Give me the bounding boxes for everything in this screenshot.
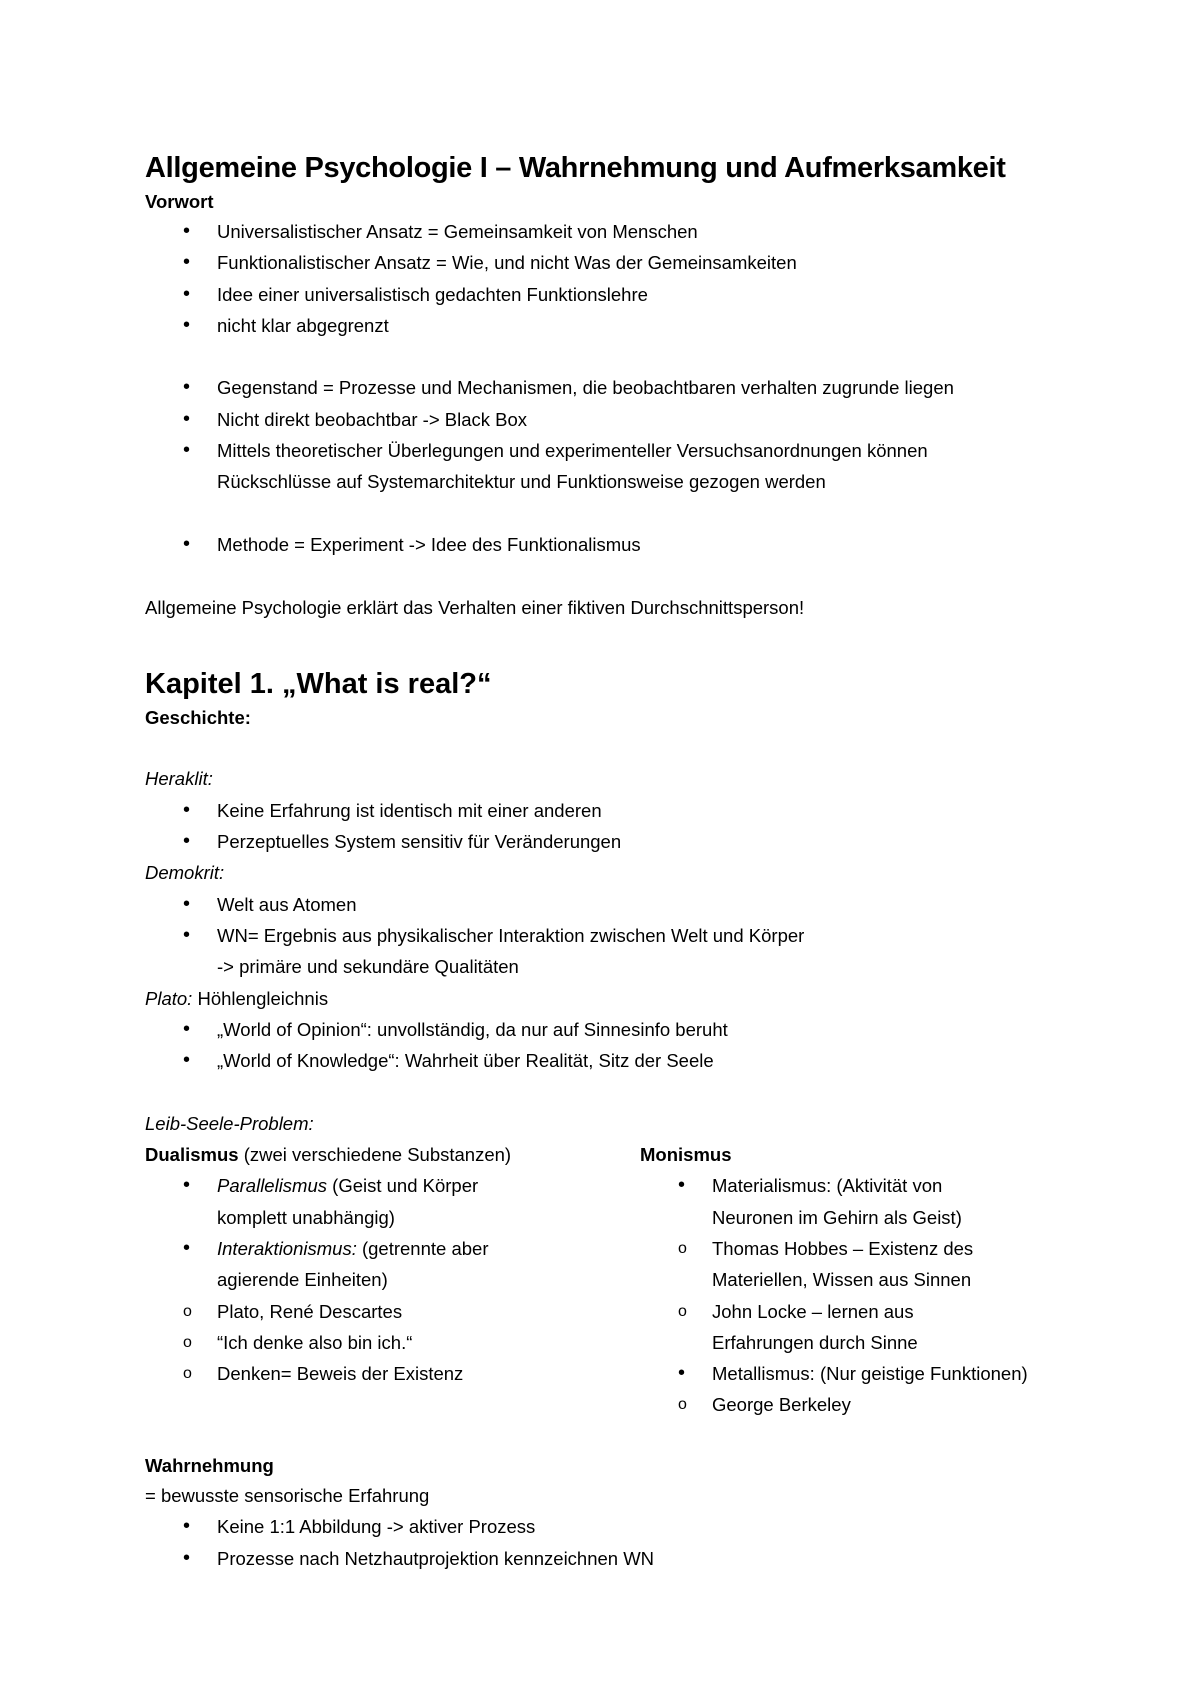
parallelismus-term: Parallelismus <box>217 1175 328 1197</box>
monismus-column <box>640 1139 1085 1421</box>
list-item <box>145 1233 517 1296</box>
list-item <box>145 1170 517 1233</box>
dualismus-term: Dualismus <box>145 1144 239 1166</box>
list-item <box>145 920 1085 983</box>
plato-rest: Höhlengleichnis <box>192 987 329 1009</box>
two-column-section <box>145 1139 1085 1421</box>
list-item: • Universalistischer Ansatz = Gemeinsamkeit von Menschen <box>145 216 1085 247</box>
interaktionismus-desc: (getrennte aber agierende Einheiten) <box>217 1237 489 1291</box>
list-item-continuation: -> primäre und sekundäre Qualitäten <box>217 956 519 978</box>
list-item: • „World of Opinion“: unvollständig, da nur auf Sinnesinfo beruht <box>145 1014 1085 1045</box>
leib-seele-heading: Leib-Seele-Problem: <box>145 1112 314 1134</box>
monismus-list <box>640 1170 1085 1420</box>
list-item: o John Locke – lernen aus Erfahrungen durch Sinne <box>640 1296 1002 1359</box>
spacer <box>145 623 1085 654</box>
dualismus-list <box>145 1170 640 1389</box>
vorwort-heading: Vorwort <box>145 191 214 212</box>
list-item: • nicht klar abgegrenzt <box>145 310 1085 341</box>
parallelismus-desc: (Geist und Körper komplett unabhängig) <box>217 1175 479 1228</box>
heraklit-heading: Heraklit: <box>145 768 213 790</box>
list-item-text: WN= Ergebnis aus physikalischer Interaktion zwischen Welt und Körper <box>217 924 805 946</box>
spacer <box>145 732 1085 763</box>
vorwort-list-1 <box>145 216 1085 341</box>
plato-name: Plato: <box>145 987 193 1009</box>
chapter-1-title: Kapitel 1. „What is real?“ <box>145 668 492 701</box>
list-item: • Methode = Experiment -> Idee des Funktionalismus <box>145 529 1085 560</box>
vorwort-list-2 <box>145 372 1085 497</box>
spacer <box>145 1421 1085 1452</box>
list-item: o Denken= Beweis der Existenz <box>145 1358 640 1389</box>
dualismus-desc: (zwei verschiedene Substanzen) <box>238 1144 512 1166</box>
list-item: o Thomas Hobbes – Existenz des Materiellen, Wissen aus Sinnen <box>640 1233 1002 1296</box>
list-item: • Funktionalistischer Ansatz = Wie, und nicht Was der Gemeinsamkeiten <box>145 247 1085 278</box>
document-page <box>145 148 1085 1574</box>
dualismus-column <box>145 1139 640 1421</box>
vorwort-list-3 <box>145 529 1085 560</box>
spacer <box>145 560 1085 591</box>
plato-list <box>145 1014 1085 1077</box>
list-item: o “Ich denke also bin ich.“ <box>145 1327 640 1358</box>
list-item: • Mittels theoretischer Überlegungen und experimenteller Versuchsanordnungen können Rückschlüsse auf Systemarchitektur und Funktionsweise gezogen werden <box>145 435 997 498</box>
list-item: o Plato, René Descartes <box>145 1296 640 1327</box>
list-item: • Gegenstand = Prozesse und Mechanismen, die beobachtbaren verhalten zugrunde liegen <box>145 372 1085 403</box>
interaktionismus-term: Interaktionismus: <box>217 1237 357 1259</box>
spacer <box>145 1076 1085 1107</box>
list-item: • Welt aus Atomen <box>145 889 1085 920</box>
list-item: • Materialismus: (Aktivität von Neuronen im Gehirn als Geist) <box>640 1170 982 1233</box>
demokrit-heading: Demokrit: <box>145 862 225 884</box>
monismus-heading: Monismus <box>640 1144 732 1166</box>
list-item: • Nicht direkt beobachtbar -> Black Box <box>145 404 1085 435</box>
list-item: • Prozesse nach Netzhautprojektion kennzeichnen WN <box>145 1543 1085 1574</box>
wahrnehmung-list <box>145 1511 1085 1574</box>
demokrit-list <box>145 889 1085 983</box>
list-item: • Metallismus: (Nur geistige Funktionen) <box>640 1358 1085 1389</box>
list-item: o George Berkeley <box>640 1389 1085 1420</box>
list-item: • Perzeptuelles System sensitiv für Veränderungen <box>145 826 1085 857</box>
geschichte-heading: Geschichte: <box>145 707 251 729</box>
heraklit-list <box>145 795 1085 858</box>
list-item: • „World of Knowledge“: Wahrheit über Realität, Sitz der Seele <box>145 1045 1085 1076</box>
list-item: • Keine Erfahrung ist identisch mit einer anderen <box>145 795 1085 826</box>
document-title: Allgemeine Psychologie I – Wahrnehmung und Aufmerksamkeit <box>145 152 1006 184</box>
wahrnehmung-definition: = bewusste sensorische Erfahrung <box>145 1484 430 1506</box>
plato-heading <box>145 983 1085 1014</box>
wahrnehmung-heading: Wahrnehmung <box>145 1454 274 1476</box>
spacer <box>145 341 1085 372</box>
vorwort-summary: Allgemeine Psychologie erklärt das Verhalten einer fiktiven Durchschnittsperson! <box>145 596 805 618</box>
list-item: • Keine 1:1 Abbildung -> aktiver Prozess <box>145 1511 1085 1542</box>
dualismus-heading <box>145 1139 640 1170</box>
spacer <box>145 498 1085 529</box>
list-item: • Idee einer universalistisch gedachten Funktionslehre <box>145 279 1085 310</box>
